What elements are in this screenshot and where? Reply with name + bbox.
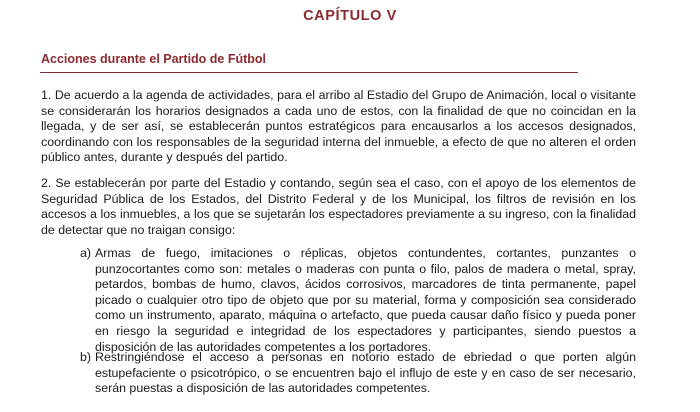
section-divider [40, 72, 578, 73]
list-marker: a) [80, 246, 92, 260]
list-item-b [80, 350, 636, 397]
paragraph-1: 1. De acuerdo a la agenda de actividades, para el arribo al Estadio del Grupo de Animación, local o visitante se considerarán los horarios designados a cada uno de estos, con la finalidad de que no coincidan en la llegada, y de ser así, se establecerán puntos estratégicos para encausarlos a los accesos designados, coordinando con los responsables de la seguridad interna del inmueble, a efecto de que no alteren el orden público antes, durante y después del partido. [41, 88, 636, 165]
list-item-a [80, 246, 636, 355]
paragraph-2: 2. Se establecerán por parte del Estadio y contando, según sea el caso, con el apoyo de los elementos de Seguridad Pública de los Estados, del Distrito Federal y de los Municipal, los filtros de revisión en los accesos a los inmuebles, a los que se sujetarán los espectadores previamente a su ingreso, con la finalidad de detectar que no traigan consigo: [41, 176, 636, 237]
list-item-text: Restringiéndose el acceso a personas en notorio estado de ebriedad o que porten algún estupefaciente o psicotrópico, o se encuentren bajo el influjo de este y en caso de ser necesario, serán puestas a disposición de las autoridades competentes. [95, 350, 636, 396]
section-heading: Acciones durante el Partido de Fútbol [41, 52, 267, 66]
chapter-title: CAPÍTULO V [303, 8, 397, 24]
list-item-text: Armas de fuego, imitaciones o réplicas, objetos contundentes, cortantes, punzantes o punzocortantes como son: metales o maderas con punta o filo, palos de madera o metal, spray, petardos, bombas de humo, clavos, ácidos corrosivos, marcadores de tinta permanente, papel picado o cualquier otro tipo de objeto que por su material, forma y composición sea considerado como un instrumento, aparato, máquina o artefacto, que pueda causar daño físico y pueda poner en riesgo la seguridad e integridad de los espectadores y participantes, siendo puestos a disposición de las autoridades competentes a los portadores. [95, 246, 636, 354]
list-marker: b) [80, 350, 92, 364]
